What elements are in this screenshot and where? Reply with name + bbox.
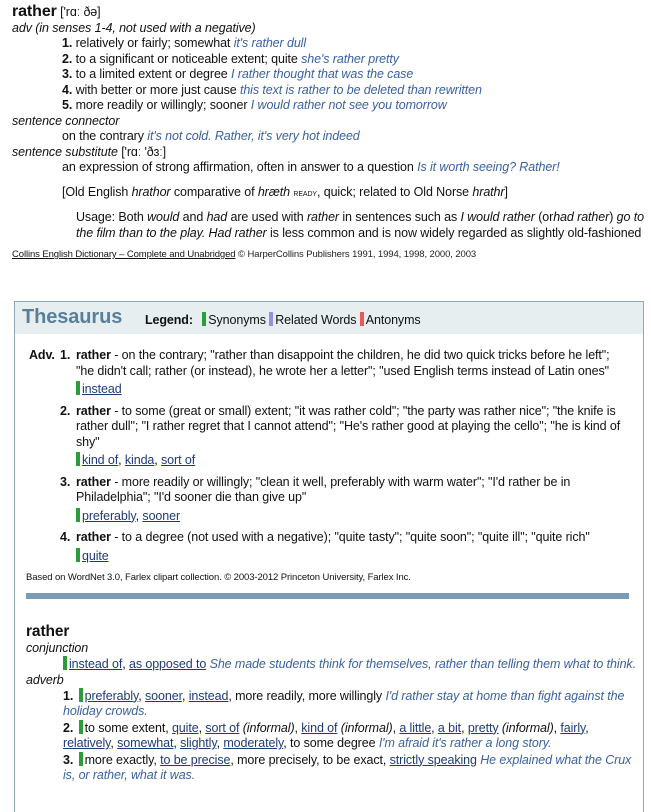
sense-text: ,: [138, 688, 146, 703]
sense-item: [12, 67, 642, 83]
substitute-pronunciation: ['rɑː 'ðɜː]: [121, 144, 167, 159]
sense-word: rather: [76, 348, 111, 362]
sense-number: 5.: [62, 98, 73, 112]
synonym-link[interactable]: moderately: [223, 736, 284, 750]
legend-related-label: Related Words: [275, 313, 357, 327]
sense-text: ,: [392, 720, 400, 735]
usage-text: ): [609, 210, 614, 224]
sense-text: ,: [585, 720, 593, 735]
usage-italic: I would rather: [460, 210, 535, 224]
headword-line: [12, 4, 642, 21]
register-label: (informal): [337, 720, 393, 735]
synonym-link[interactable]: pretty: [467, 720, 499, 735]
sense-number: 2.: [62, 51, 73, 66]
synonym-link[interactable]: instead: [82, 382, 122, 396]
substitute-label: sentence substitute: [12, 144, 118, 159]
synonym-bar-icon: [76, 381, 80, 395]
usage-text: and: [182, 210, 204, 224]
synonym-link[interactable]: instead: [188, 688, 229, 703]
sense-text: ,: [431, 720, 438, 735]
usage-italic: had rather: [553, 210, 610, 224]
synonym-link[interactable]: slightly: [180, 736, 217, 750]
related-bar-icon: [269, 312, 273, 326]
wordnet-sense: [15, 348, 621, 379]
thesaurus-title: Thesaurus: [22, 306, 123, 328]
sense-list: [12, 36, 642, 114]
sense-text: ,: [461, 720, 468, 735]
part-of-speech: Adv.: [29, 348, 55, 362]
sense-text: ,: [173, 736, 181, 750]
collins-thesaurus-entry: [26, 623, 636, 784]
wordnet-sense: [15, 530, 621, 546]
sense-item: [12, 83, 642, 99]
sense-number: 1.: [60, 348, 71, 362]
synonym-link[interactable]: instead of: [69, 657, 123, 671]
legend-related: [269, 313, 356, 327]
conjunction-label: conjunction: [26, 641, 89, 655]
sense-number: 3.: [62, 67, 73, 81]
synonym-link[interactable]: kind of: [82, 453, 119, 467]
synonym-link[interactable]: a bit: [437, 720, 462, 735]
sense-number: 2.: [60, 403, 71, 418]
section-divider: [26, 593, 629, 599]
connector-example: it's not cold. Rather, it's very hot indeed: [147, 129, 360, 143]
synonym-link[interactable]: quite: [171, 720, 199, 735]
sense-definition: to a significant or noticeable extent; quite: [75, 51, 298, 66]
substitute-definition: [12, 160, 642, 176]
connector-definition: [12, 129, 642, 145]
sense-number: 4.: [62, 82, 73, 97]
synonym-link[interactable]: quite: [82, 548, 109, 563]
connector-label: sentence connector: [12, 113, 120, 128]
sense-example: she's rather pretty: [301, 51, 399, 66]
register-label: (informal): [239, 720, 295, 735]
legend-antonyms-label: Antonyms: [365, 313, 421, 327]
sense-number: 3.: [60, 474, 71, 489]
usage-text: (or: [538, 210, 554, 224]
usage-italic: rather: [306, 210, 339, 224]
synonym-link[interactable]: as opposed to: [128, 657, 207, 671]
sense-definition: with better or more just cause: [75, 82, 237, 97]
collins-dictionary-entry: [12, 4, 642, 260]
usage-text: in sentences such as: [342, 210, 458, 224]
sense-number: 1.: [62, 36, 73, 50]
sense-number: 2.: [63, 720, 74, 735]
synonym-link[interactable]: sooner: [145, 688, 182, 703]
antonym-bar-icon: [360, 312, 364, 326]
synonym-bar-icon: [79, 752, 83, 766]
adverb-sense: [26, 752, 636, 784]
thesaurus-panel: [14, 301, 644, 812]
usage-text: is less common and is now widely regarded as slightly old-fashioned: [270, 225, 642, 240]
sense-example: it's rather dull: [233, 36, 307, 50]
pos-note: adv (in senses 1-4, not used with a negative): [12, 20, 256, 35]
sense-word: rather: [76, 530, 111, 544]
synonym-link[interactable]: preferably: [82, 508, 136, 523]
synonym-link[interactable]: relatively: [63, 736, 111, 750]
adverb-sense: [26, 688, 636, 720]
substitute-example: Is it worth seeing? Rather!: [417, 160, 560, 174]
conjunction-example: She made students think for themselves, rather than telling them what to think.: [209, 657, 636, 671]
usage-italic: had: [206, 210, 228, 224]
sense-text: , more precisely, to be exact,: [230, 752, 390, 767]
synonym-link[interactable]: a little: [399, 720, 432, 735]
conjunction-sense: instead of, as opposed to She made students think for themselves, rather than telling them what to think.: [26, 656, 636, 673]
sense-text: ,: [294, 720, 302, 735]
ety-word: hræth: [257, 184, 290, 199]
usage-text: Usage: Both: [76, 210, 144, 224]
thesaurus-headword: rather: [26, 623, 70, 640]
synonym-link[interactable]: kinda: [124, 453, 155, 467]
legend-label: Legend:: [145, 313, 193, 327]
sense-item: [12, 52, 642, 68]
sense-text: ,: [110, 736, 118, 750]
substitute-def-text: an expression of strong affirmation, often in answer to a question: [62, 160, 414, 174]
ety-word: hrathor: [131, 184, 171, 199]
synonym-link[interactable]: sort of: [161, 453, 196, 467]
wordnet-sense: [15, 404, 621, 451]
synonym-link[interactable]: fairly: [560, 720, 586, 735]
sense-definition: to a limited extent or degree: [75, 67, 228, 81]
legend-antonyms: [360, 313, 421, 327]
sense-number: 4.: [60, 530, 71, 544]
usage-italic: would: [147, 210, 180, 224]
collins-dictionary-link[interactable]: Collins English Dictionary – Complete and Unabridged: [12, 249, 236, 260]
register-label: (informal): [498, 720, 554, 735]
connector-def-text: on the contrary: [62, 129, 144, 143]
synonym-bar-icon: [79, 688, 83, 702]
synonym-bar-icon: [79, 720, 83, 734]
ety-text: ]: [504, 184, 508, 199]
collins-copyright: [12, 249, 642, 260]
synonym-bar-icon: [63, 656, 67, 670]
ety-word: hrathr: [472, 184, 505, 199]
ety-smallcaps: ready: [293, 187, 317, 199]
usage-italic: go to the film than to the play. Had rather: [76, 210, 644, 240]
synonym-link[interactable]: somewhat: [117, 736, 174, 750]
sense-word: rather: [76, 403, 111, 418]
adverb-label: adverb: [26, 672, 64, 687]
synonym-link[interactable]: to be precise: [160, 752, 231, 767]
usage-note: [12, 210, 646, 241]
sense-definition: - to a degree (not used with a negative); "quite tasty"; "quite soon"; "quite ill"; "quite rich": [110, 530, 590, 544]
legend: [145, 312, 421, 327]
synonym-list: [15, 381, 643, 398]
sense-definition: - on the contrary; "rather than disappoint the children, he did two quick tricks before he left"; "he didn't call; rather (or instead), he wrote her a letter"; "used English terms instead of Latin ones": [76, 348, 610, 378]
synonym-list: kind of, kinda, sort of: [15, 452, 643, 469]
sense-example: I'm afraid it's rather a long story.: [378, 736, 552, 750]
sense-item: [12, 36, 642, 52]
sense-text: , to some degree: [283, 736, 379, 750]
sense-example: I'd rather stay at home than fight against the holiday crowds.: [63, 688, 628, 718]
sense-example: this text is rather to be deleted than rewritten: [239, 82, 482, 97]
synonym-link[interactable]: kind of: [301, 720, 338, 735]
pronunciation: ['rɑː ðə]: [60, 5, 101, 19]
sense-text: ,: [553, 720, 561, 735]
ety-text: , quick; related to Old Norse: [316, 184, 470, 199]
etymology: [12, 185, 642, 202]
sense-text: ,: [198, 720, 206, 735]
sense-definition: relatively or fairly; somewhat: [75, 36, 231, 50]
sense-word: rather: [76, 474, 111, 489]
sense-text: more exactly,: [84, 752, 161, 767]
sense-definition: more readily or willingly; sooner: [75, 98, 248, 112]
ety-text: [Old English: [62, 184, 129, 199]
synonym-bar-icon: [76, 548, 80, 562]
synonym-link[interactable]: strictly speaking: [389, 752, 477, 767]
usage-text: are used with: [230, 210, 304, 224]
adverb-senses: [26, 688, 636, 784]
synonym-bar-icon: [202, 312, 206, 326]
sense-example: He explained what the Crux is, or rather, what it was.: [63, 752, 635, 782]
sense-item: [12, 98, 642, 114]
wordnet-credit: Based on WordNet 3.0, Farlex clipart collection. © 2003-2012 Princeton University, Farlex Inc.: [26, 572, 411, 583]
synonym-link[interactable]: sooner: [142, 508, 181, 523]
sense-number: 1.: [63, 688, 74, 703]
sense-text: ,: [216, 736, 224, 750]
sense-number: 3.: [63, 752, 74, 767]
legend-synonyms: [202, 313, 266, 327]
synonym-list: [15, 548, 643, 565]
headword: rather: [12, 3, 57, 20]
thesaurus-header: [15, 302, 643, 334]
synonym-link[interactable]: sort of: [205, 720, 240, 735]
sense-definition: - more readily or willingly; "clean it well, preferably with warm water"; "I'd rather be in Philadelphia"; "I'd sooner die than give up": [76, 474, 571, 504]
sense-definition: - to some (great or small) extent; "it was rather cold"; "the party was rather nice"; "the knife is rather dull"; "I rather regret that I cannot attend"; "He's rather good at playing the cello"; "he is kind of shy": [76, 403, 621, 449]
substitute-label-line: [12, 145, 642, 161]
sense-text: to some extent,: [84, 720, 172, 735]
synonym-bar-icon: [76, 508, 80, 522]
wordnet-entries: [15, 348, 643, 599]
legend-synonyms-label: Synonyms: [208, 313, 266, 327]
sense-text: ,: [181, 688, 189, 703]
sense-example: I would rather not see you tomorrow: [250, 98, 447, 112]
sense-text: , more readily, more willingly: [228, 688, 386, 703]
ety-text: comparative of: [173, 184, 255, 199]
wordnet-sense: [15, 475, 621, 506]
adverb-sense: [26, 720, 636, 752]
synonym-link[interactable]: preferably: [84, 688, 139, 703]
synonym-bar-icon: [76, 452, 80, 466]
sense-example: I rather thought that was the case: [231, 67, 414, 81]
copyright-text: © HarperCollins Publishers 1991, 1994, 1998, 2000, 2003: [238, 249, 477, 260]
synonym-list: preferably, sooner: [15, 508, 643, 525]
